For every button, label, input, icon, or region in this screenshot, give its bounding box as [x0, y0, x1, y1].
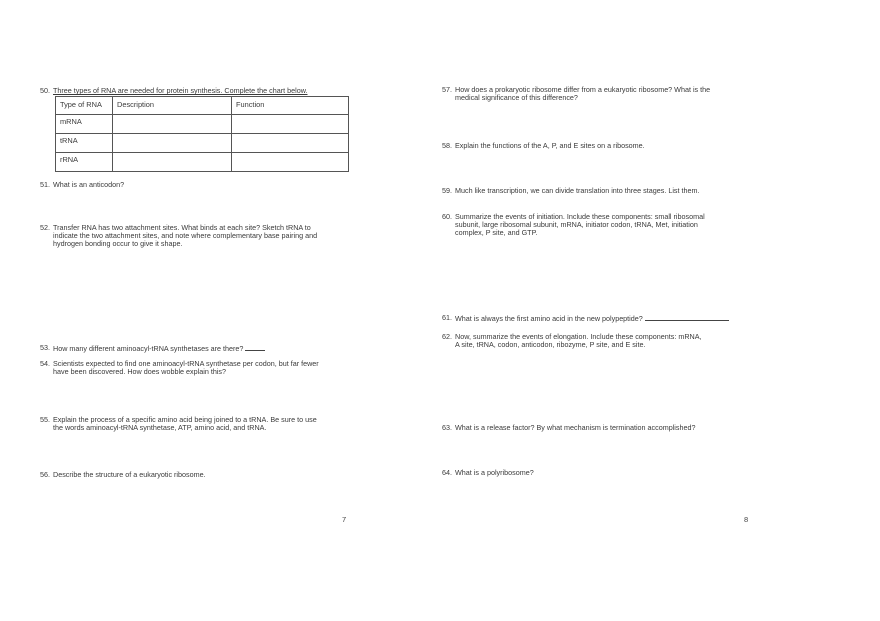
question-63 [442, 423, 696, 432]
question-text: the words aminoacyl-tRNA synthetase, ATP, amino acid, and tRNA. [53, 423, 267, 432]
description-cell[interactable] [113, 134, 232, 153]
question-text: hydrogen bonding occur to give it shape. [53, 239, 183, 248]
question-62 [442, 332, 702, 349]
question-number: 59. [442, 186, 452, 195]
question-number: 52. [40, 223, 50, 232]
question-number: 58. [442, 141, 452, 150]
cell-trna: tRNA [56, 134, 113, 153]
description-cell[interactable] [113, 115, 232, 134]
question-61 [442, 313, 729, 323]
header-type: Type of RNA [56, 97, 113, 115]
function-cell[interactable] [232, 153, 349, 172]
question-text: How many different aminoacyl-tRNA synthetases are there? [53, 344, 244, 353]
question-55 [40, 415, 317, 432]
question-51 [40, 180, 124, 189]
question-text: Three types of RNA are needed for protein synthesis. Complete the chart below. [53, 86, 308, 95]
question-text: complex, P site, and GTP. [455, 228, 538, 237]
question-56 [40, 470, 206, 479]
question-text: Much like transcription, we can divide translation into three stages. List them. [455, 186, 700, 195]
cell-mrna: mRNA [56, 115, 113, 134]
description-cell[interactable] [113, 153, 232, 172]
question-text: subunit, large ribosomal subunit, mRNA, initiator codon, tRNA, Met, initiation [455, 220, 698, 229]
header-description: Description [113, 97, 232, 115]
question-number: 54. [40, 359, 50, 368]
question-59 [442, 186, 700, 195]
question-text: What is an anticodon? [53, 180, 125, 189]
question-52 [40, 223, 317, 248]
table-row [56, 134, 349, 153]
question-53 [40, 343, 265, 353]
question-number: 61. [442, 313, 452, 322]
question-number: 64. [442, 468, 452, 477]
function-cell[interactable] [232, 115, 349, 134]
question-text: Scientists expected to find one aminoacyl-tRNA synthetase per codon, but far fewer [53, 359, 319, 368]
question-text: What is a release factor? By what mechanism is termination accomplished? [455, 423, 696, 432]
question-54 [40, 359, 319, 376]
question-text: medical significance of this difference? [455, 93, 578, 102]
question-text: Describe the structure of a eukaryotic ribosome. [53, 470, 206, 479]
question-60 [442, 212, 705, 237]
question-50 [40, 86, 308, 95]
answer-blank[interactable] [645, 313, 729, 321]
answer-blank[interactable] [245, 343, 265, 351]
table-row [56, 115, 349, 134]
table-row [56, 153, 349, 172]
question-text: Explain the process of a specific amino acid being joined to a tRNA. Be sure to use [53, 415, 317, 424]
question-text: Transfer RNA has two attachment sites. What binds at each site? Sketch tRNA to [53, 223, 311, 232]
question-text: Explain the functions of the A, P, and E sites on a ribosome. [455, 141, 645, 150]
cell-rrna: rRNA [56, 153, 113, 172]
question-text: indicate the two attachment sites, and note where complementary base pairing and [53, 231, 318, 240]
question-number: 53. [40, 343, 50, 352]
question-57 [442, 85, 710, 102]
header-function: Function [232, 97, 349, 115]
question-number: 60. [442, 212, 452, 221]
question-number: 55. [40, 415, 50, 424]
question-text: A site, tRNA, codon, anticodon, ribozyme, P site, and E site. [455, 340, 646, 349]
question-number: 62. [442, 332, 452, 341]
function-cell[interactable] [232, 134, 349, 153]
question-number: 50. [40, 86, 50, 95]
rna-chart [55, 96, 349, 172]
question-number: 57. [442, 85, 452, 94]
question-number: 51. [40, 180, 50, 189]
question-text: What is a polyribosome? [455, 468, 534, 477]
question-58 [442, 141, 645, 150]
question-text: What is always the first amino acid in the new polypeptide? [455, 314, 643, 323]
question-text: Now, summarize the events of elongation. Include these components: mRNA, [455, 332, 702, 341]
question-64 [442, 468, 534, 477]
question-number: 63. [442, 423, 452, 432]
page-number: 7 [342, 515, 347, 524]
page-number: 8 [744, 515, 749, 524]
question-text: Summarize the events of initiation. Include these components: small ribosomal [455, 212, 705, 221]
question-text: have been discovered. How does wobble explain this? [53, 367, 227, 376]
question-text: How does a prokaryotic ribosome differ from a eukaryotic ribosome? What is the [455, 85, 711, 94]
question-number: 56. [40, 470, 50, 479]
